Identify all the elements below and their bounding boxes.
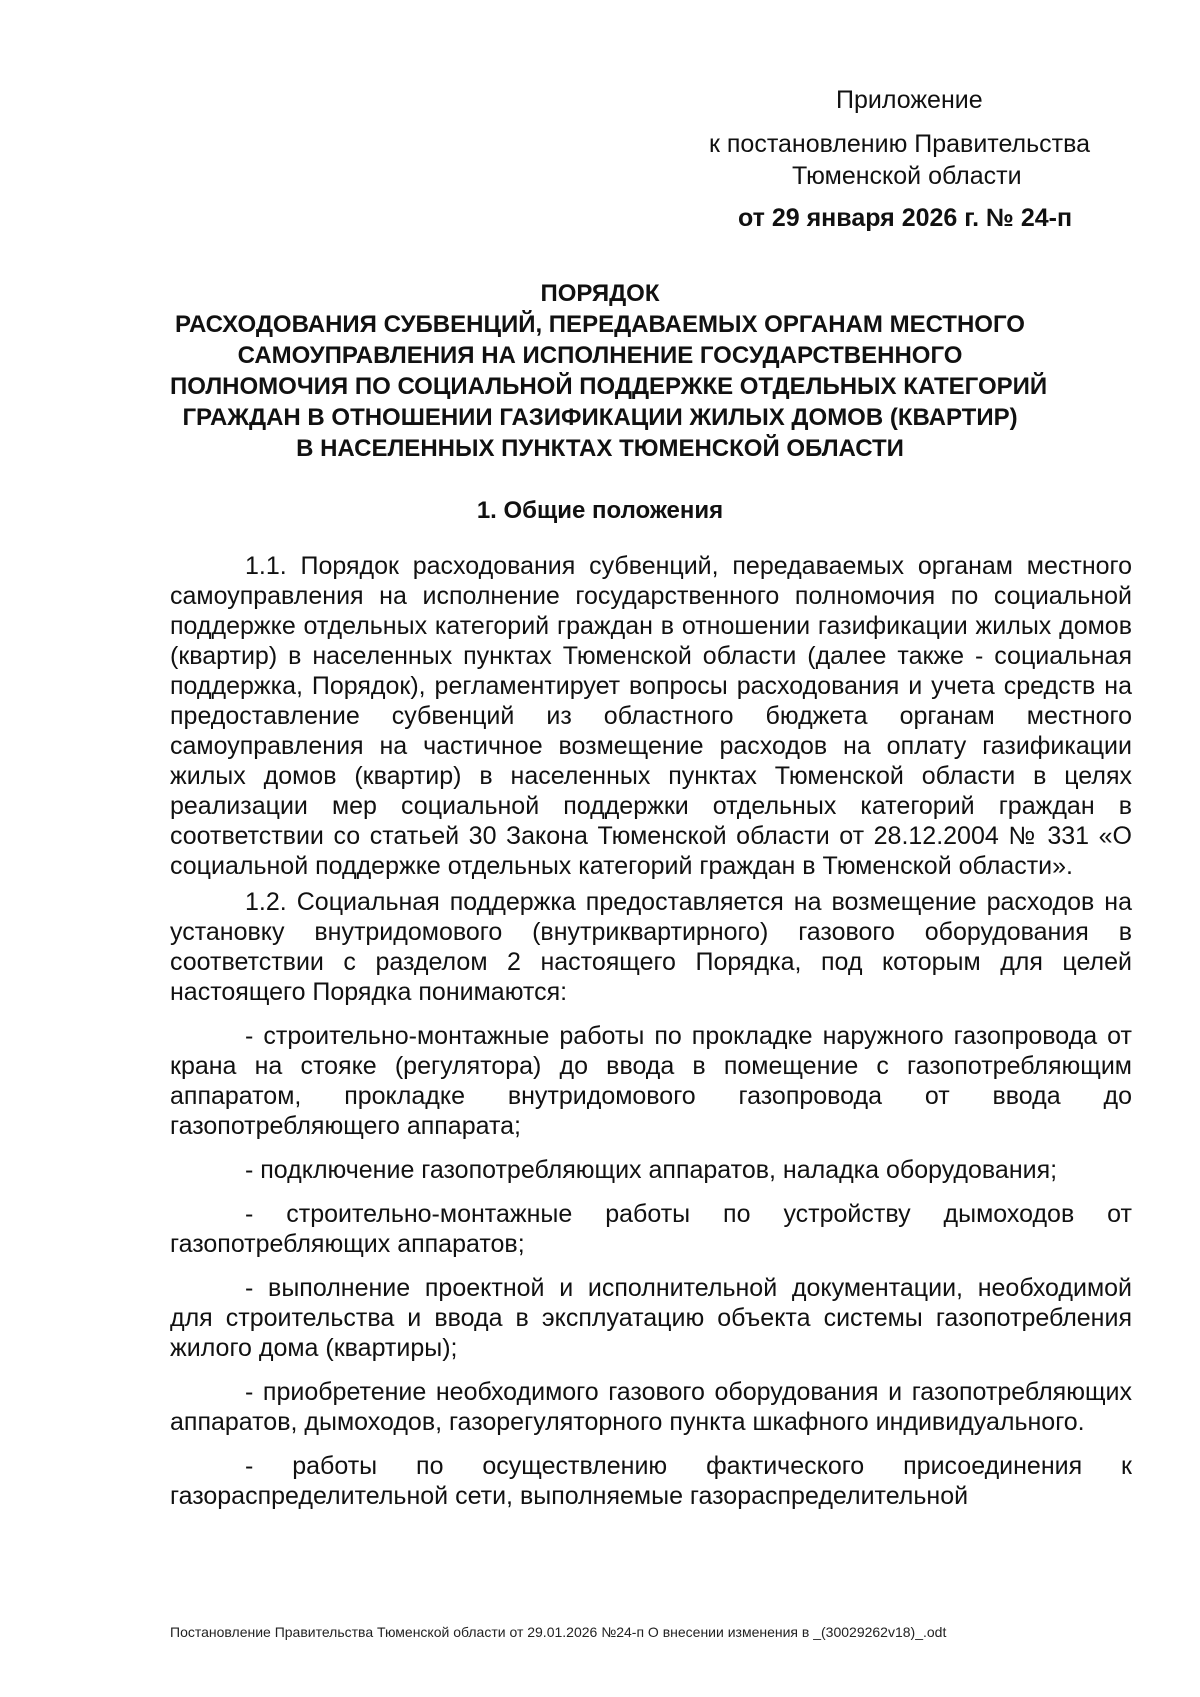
list-item: - приобретение необходимого газового оборудования и газопотребляющих аппаратов, дымоходов, газорегуляторного пункта шкафного индивидуального. bbox=[170, 1378, 1132, 1436]
list-item: - подключение газопотребляющих аппаратов, наладка оборудования; bbox=[245, 1156, 1058, 1184]
title-line: ГРАЖДАН В ОТНОШЕНИИ ГАЗИФИКАЦИИ ЖИЛЫХ ДОМОВ (КВАРТИР) bbox=[182, 404, 1018, 431]
title-line: САМОУПРАВЛЕНИЯ НА ИСПОЛНЕНИЕ ГОСУДАРСТВЕННОГО bbox=[237, 342, 963, 369]
section-heading: 1. Общие положения bbox=[476, 497, 724, 524]
title-line: ПОЛНОМОЧИЯ ПО СОЦИАЛЬНОЙ ПОДДЕРЖКЕ ОТДЕЛЬНЫХ КАТЕГОРИЙ bbox=[170, 373, 1048, 400]
appendix-reference-line2: Тюменской области bbox=[792, 162, 1022, 190]
list-item: - строительно-монтажные работы по устройству дымоходов от газопотребляющих аппаратов; bbox=[170, 1200, 1132, 1258]
appendix-date-number: от 29 января 2026 г. № 24-п bbox=[738, 204, 1073, 232]
body-text bbox=[170, 551, 1132, 1525]
list-item: - выполнение проектной и исполнительной документации, необходимой для строительства и ввода в эксплуатацию объекта системы газопотребления жилого дома (квартиры); bbox=[170, 1274, 1132, 1362]
title-line: РАСХОДОВАНИЯ СУБВЕНЦИЙ, ПЕРЕДАВАЕМЫХ ОРГАНАМ МЕСТНОГО bbox=[175, 311, 1025, 338]
paragraph-1-2: 1.2. Социальная поддержка предоставляется на возмещение расходов на установку внутридомового (внутриквартирного) газового оборудования в соответствии с разделом 2 настоящего Порядка, под которым для целей настоящего Порядка понимаются: bbox=[170, 888, 1132, 1006]
list-item: - работы по осуществлению фактического присоединения к газораспределительной сети, выполняемые газораспределительной bbox=[170, 1452, 1132, 1510]
document-title bbox=[170, 278, 1048, 464]
title-line: ПОРЯДОК bbox=[540, 280, 660, 307]
paragraph-1-1: 1.1. Порядок расходования субвенций, передаваемых органам местного самоуправления на исполнение государственного полномочия по социальной поддержке отдельных категорий граждан в отношении газификации жилых домов (квартир) в населенных пунктах Тюменской области (далее также - социальная поддержка, Порядок), регламентирует вопросы расходования и учета средств на предоставление субвенций из областного бюджета органам местного самоуправления на частичное возмещение расходов на оплату газификации жилых домов (квартир) в населенных пунктах Тюменской области в целях реализации мер социальной поддержки отдельных категорий граждан в соответствии со статьей 30 Закона Тюменской области от 28.12.2004 № 331 «О социальной поддержке отдельных категорий граждан в Тюменской области». bbox=[170, 552, 1132, 880]
list-item: - строительно-монтажные работы по прокладке наружного газопровода от крана на стояке (регулятора) до ввода в помещение с газопотребляющим аппаратом, прокладке внутридомового газопровода от ввода до газопотребляющего аппарата; bbox=[170, 1022, 1132, 1140]
page-footer: Постановление Правительства Тюменской области от 29.01.2026 №24-п О внесении изменения в _(30029262v18)_.odt bbox=[170, 1624, 947, 1640]
appendix-reference-line1: к постановлению Правительства bbox=[709, 130, 1091, 158]
title-line: В НАСЕЛЕННЫХ ПУНКТАХ ТЮМЕНСКОЙ ОБЛАСТИ bbox=[296, 435, 904, 462]
appendix-title: Приложение bbox=[836, 86, 983, 114]
